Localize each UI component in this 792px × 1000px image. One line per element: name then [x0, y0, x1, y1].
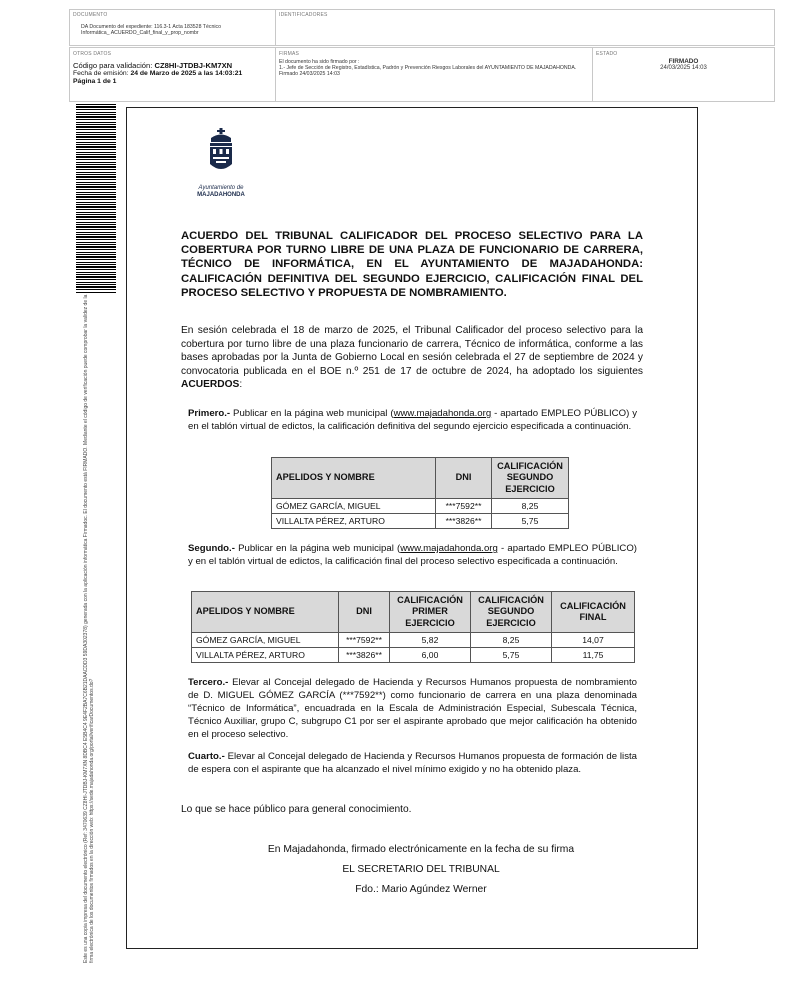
codigo-label: Código para validación:	[73, 61, 153, 70]
primero-paragraph	[188, 407, 637, 433]
t1-r1-nombre: GÓMEZ GARCÍA, MIGUEL	[272, 499, 436, 514]
t1-r2-dni: ***3826**	[436, 514, 492, 529]
table-segundo-ejercicio	[271, 457, 569, 529]
signature-line2: EL SECRETARIO DEL TRIBUNAL	[342, 864, 500, 875]
t1-r1-dni: ***7592**	[436, 499, 492, 514]
t2-r2-dni: ***3826**	[339, 648, 390, 663]
codigo-value[interactable]: CZ8HI-JTDBJ-KM7XN	[154, 61, 233, 70]
side-verification-text: Este es una copia impresa del documento electrónico (Ref: 3470639 CZ8HI-JTDBJ-KM7XN 8DBC4 E5B4C4 9E4F2BA7C6B21DAACDD3 59DA302378) generada con la aplicación informática Firmadoc. El documento está FIRMADO. Mediante el código de verificación puede comprobar la validez de la firma electrónica de los documentos firmados en la dirección web: https://sede.majadahonda.org/portal/verificarDocumentos.do?	[83, 294, 96, 963]
t1-header-nombre: APELIDOS Y NOMBRE	[272, 458, 436, 499]
table-row	[272, 499, 569, 514]
t2-r2-final: 11,75	[552, 648, 635, 663]
segundo-post: - apartado EMPLEO PÚBLICO) y en el tablón virtual de edictos, la calificación final del proceso selectivo especificada a continuación.	[188, 543, 638, 567]
fecha-line	[73, 70, 273, 78]
firmas-text: El documento ha sido firmado por :	[279, 59, 360, 65]
estado-cell	[596, 51, 771, 71]
t2-r2-nombre: VILLALTA PÉREZ, ARTURO	[192, 648, 339, 663]
segundo-paragraph	[188, 542, 637, 568]
segundo-pre: Publicar en la página web municipal (	[234, 543, 401, 554]
segundo-label: Segundo.-	[188, 543, 235, 554]
t1-r1-calificacion: 8,25	[492, 499, 569, 514]
t2-header-dni: DNI	[339, 592, 390, 633]
estado-date: 24/03/2025 14:03	[660, 65, 707, 72]
firmas-label: FIRMAS	[279, 51, 300, 57]
cuarto-text: Elevar al Concejal delegado de Hacienda y Recursos Humanos propuesta de formación de lista de espera con el aspirante que ha alcanzado el nivel mínimo exigido y no ha obtenido plaza.	[188, 751, 637, 775]
t2-header-segundo: CALIFICACIÓN SEGUNDO EJERCICIO	[471, 592, 552, 633]
intro-bold: ACUERDOS	[181, 379, 240, 391]
document-title: ACUERDO DEL TRIBUNAL CALIFICADOR DEL PROCESO SELECTIVO PARA LA COBERTURA POR TURNO LIBRE DE UNA PLAZA DE FUNCIONARIO DE CARRERA, TÉCNICO DE INFORMÁTICA, EN EL AYUNTAMIENTO DE MAJADAHONDA: CALIFICACIÓN DEFINITIVA DEL SEGUNDO EJERCICIO, CALIFICACIÓN FINAL DEL PROCESO SELECTIVO Y PROPUESTA DE NOMBRAMIENTO.	[181, 230, 643, 299]
t2-header-primer: CALIFICACIÓN PRIMER EJERCICIO	[390, 592, 471, 633]
header-divider-2	[275, 47, 276, 102]
t2-r2-primer: 6,00	[390, 648, 471, 663]
logo-line1: Ayuntamiento de	[198, 185, 244, 191]
firmas-detail: 1.- Jefe de Sección de Registro, Estadística, Padrón y Prevención Riesgos Laborales del AYUNTAMIENTO DE MAJADAHONDA. Firmado 24/03/2025 14:03	[279, 65, 577, 78]
t1-header-dni: DNI	[436, 458, 492, 499]
cuarto-paragraph	[188, 750, 637, 776]
logo-line2: MAJADAHONDA	[197, 191, 245, 198]
pagina-line: Página 1 de 1	[73, 78, 117, 85]
t2-r1-primer: 5,82	[390, 633, 471, 648]
intro-text: En sesión celebrada el 18 de marzo de 2025, el Tribunal Calificador del proceso selectivo para la cobertura por turno libre de una plaza funcionario de carrera, Técnico de informática, conforme a las bases aprobadas por la Junta de Gobierno Local en sesión celebrada el 27 de septiembre de 2024 y convocatoria publicada en el BOE n.º 251 de 17 de octubre de 2024, ha adoptado los siguientes	[181, 325, 643, 377]
t2-r1-nombre: GÓMEZ GARCÍA, MIGUEL	[192, 633, 339, 648]
otros-label: OTROS DATOS	[73, 51, 112, 57]
t2-header-nombre: APELIDOS Y NOMBRE	[192, 592, 339, 633]
estado-label: ESTADO	[596, 51, 618, 57]
barcode	[76, 104, 116, 294]
header-divider-1	[275, 9, 276, 46]
cuarto-label: Cuarto.-	[188, 751, 225, 762]
estado-value: FIRMADO	[668, 58, 699, 65]
documento-label: DOCUMENTO	[73, 12, 108, 18]
header-divider-3	[592, 47, 593, 102]
t2-r1-final: 14,07	[552, 633, 635, 648]
table-row	[192, 648, 635, 663]
t1-r2-nombre: VILLALTA PÉREZ, ARTURO	[272, 514, 436, 529]
coat-of-arms-icon	[204, 128, 238, 180]
closing-text: Lo que se hace público para general conocimiento.	[181, 804, 412, 815]
t1-header-calificacion: CALIFICACIÓN SEGUNDO EJERCICIO	[492, 458, 569, 499]
t2-r1-segundo: 8,25	[471, 633, 552, 648]
primero-link[interactable]: www.majadahonda.org	[393, 408, 492, 419]
identificadores-label: IDENTIFICADORES	[279, 12, 328, 18]
firmas-cell	[279, 51, 584, 78]
segundo-link[interactable]: www.majadahonda.org	[400, 543, 498, 554]
primero-pre: Publicar en la página web municipal (	[230, 408, 394, 419]
otros-datos-cell	[73, 51, 273, 86]
tercero-paragraph	[188, 676, 637, 741]
identificadores-cell	[279, 12, 328, 18]
documento-text: DA Documento del expediente: 116.3-1 Acta 183528 Técnico Informática_ ACUERDO_Calif_final_y_prop_nombr	[81, 24, 221, 37]
fecha-value: 24 de Marzo de 2025 a las 14:03:21	[130, 70, 243, 77]
table-calificacion-final	[191, 591, 635, 663]
primero-label: Primero.-	[188, 408, 231, 419]
documento-cell	[73, 12, 273, 36]
table-row	[192, 633, 635, 648]
tercero-text: Elevar al Concejal delegado de Hacienda y Recursos Humanos propuesta de nombramiento de D. MIGUEL GÓMEZ GARCÍA (***7592**) como funcionario de carrera en una plaza denominada “Técnico de Informática”, encuadrada en la Escala de Administración Especial, Subescala Técnica, Técnico Auxiliar, grupo C, subgrupo C1 por ser el aspirante aprobado que mejor calificación ha obtenido en el proceso selectivo.	[188, 677, 637, 740]
t2-r1-dni: ***7592**	[339, 633, 390, 648]
t1-r2-calificacion: 5,75	[492, 514, 569, 529]
signature-line1: En Majadahonda, firmado electrónicamente en la fecha de su firma	[267, 844, 575, 855]
fecha-label: Fecha de emisión:	[73, 70, 129, 77]
t2-header-final: CALIFICACIÓN FINAL	[552, 592, 635, 633]
table-row	[272, 514, 569, 529]
codigo-line	[73, 61, 273, 70]
primero-post: - apartado EMPLEO PÚBLICO) y en el tablón virtual de edictos, la calificación definitiva del segundo ejercicio especificada a continuación.	[188, 408, 637, 432]
tercero-label: Tercero.-	[188, 677, 229, 688]
majadahonda-logo	[188, 128, 254, 204]
signature-line3: Fdo.: Mario Agúndez Werner	[355, 884, 487, 895]
intro-paragraph	[181, 324, 643, 392]
t2-r2-segundo: 5,75	[471, 648, 552, 663]
intro-end: :	[239, 379, 243, 391]
